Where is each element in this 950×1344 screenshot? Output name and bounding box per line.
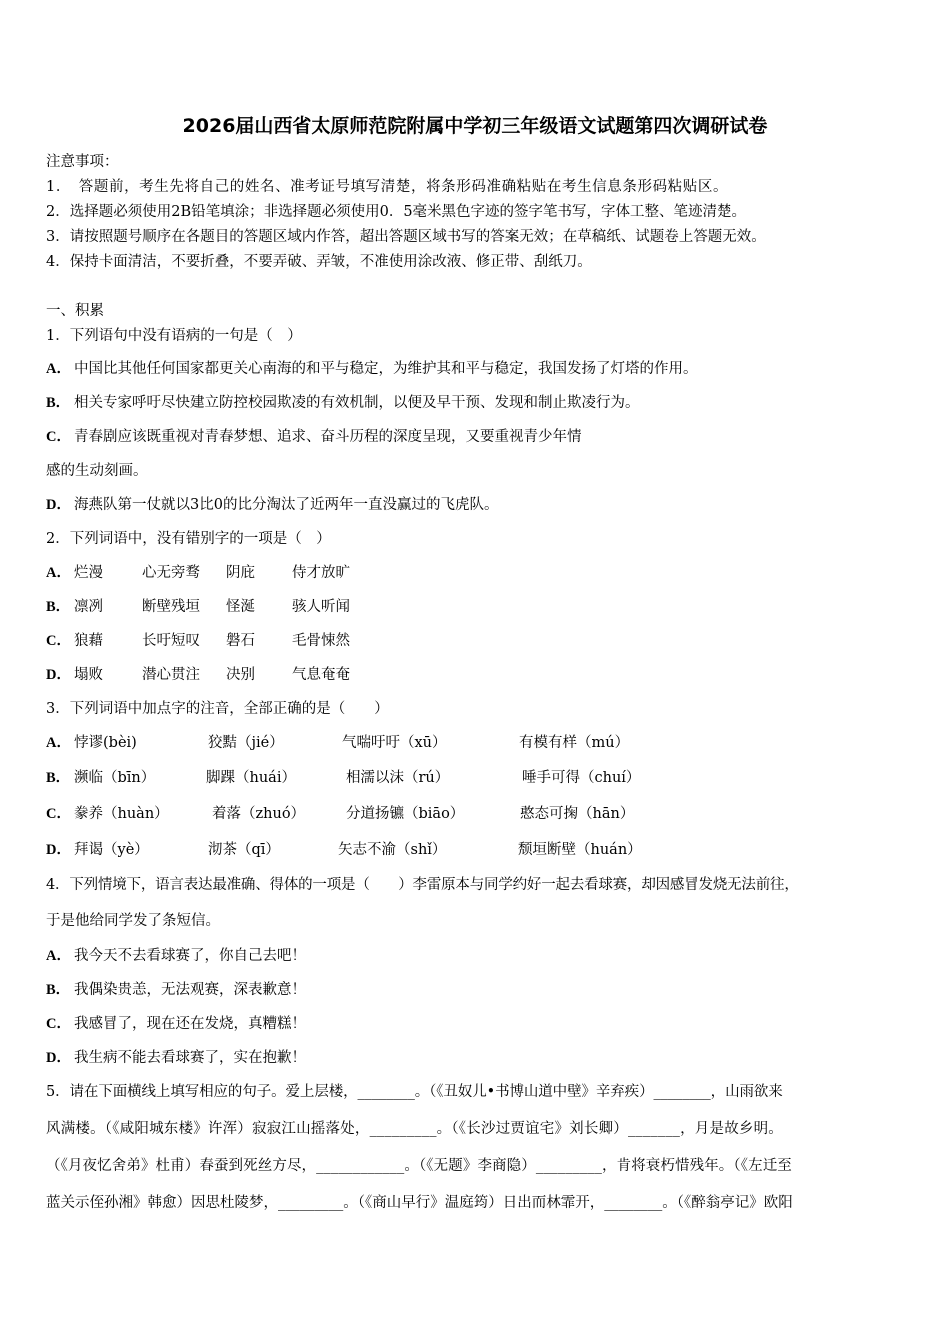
notice-item: 2．选择题必须使用2B铅笔填涂；非选择题必须使用0．5毫米黑色字迹的签字笔书写，字体工整、笔迹清楚。 (46, 204, 747, 220)
option-word: 狡黠（jié） (208, 735, 284, 751)
question-5-line: 风满楼。（《咸阳城东楼》许浑）寂寂江山摇落处，_________。（《长沙过贾谊宅》刘长卿）_______，月是故乡明。 (46, 1121, 783, 1137)
option-word: 磐石 (226, 633, 255, 649)
option-text: 中国比其他任何国家都更关心南海的和平与稳定，为维护其和平与稳定，我国发扬了灯塔的作用。 (74, 361, 698, 377)
question-4-stem: 4．下列情境下，语言表达最准确、得体的一项是（ ）李雷原本与同学约好一起去看球赛，却因感冒发烧无法前往， (46, 877, 799, 893)
question-1-stem: 1．下列语句中没有语病的一句是（ ） (46, 328, 302, 344)
option-text: 我今天不去看球赛了，你自己去吧！ (74, 948, 306, 964)
option-word: 骇人听闻 (292, 599, 350, 615)
notice-item: 1． 答题前，考生先将自己的姓名、准考证号填写清楚，将条形码准确粘贴在考生信息条形码粘贴区。 (46, 179, 729, 195)
option-text: 我感冒了，现在还在发烧，真糟糕！ (74, 1016, 306, 1032)
option-word: 悖谬(bèi) (74, 735, 137, 751)
option-label: C． (46, 429, 71, 445)
q1-option-b (46, 393, 640, 413)
q3-option-d (46, 840, 642, 860)
option-text: 青春剧应该既重视对青春梦想、追求、奋斗历程的深度呈现，又要重视青少年情 (74, 429, 582, 445)
option-word: 矢志不渝（shǐ） (338, 842, 447, 858)
option-text: 相关专家呼吁尽快建立防控校园欺凌的有效机制，以便及早干预、发现和制止欺凌行为。 (74, 395, 640, 411)
option-word: 唾手可得（chuí） (522, 770, 641, 786)
option-word: 气喘吁吁（xū） (342, 735, 447, 751)
option-label: D． (46, 497, 71, 513)
q4-option-c (46, 1014, 306, 1034)
q3-option-b (46, 768, 641, 788)
question-4-stem-continued: 于是他给同学发了条短信。 (46, 913, 220, 929)
option-label: D． (46, 667, 71, 683)
notice-heading: 注意事项： (46, 154, 119, 170)
option-label: B． (46, 395, 71, 411)
q2-option-d (46, 665, 350, 685)
option-label: C． (46, 1016, 71, 1032)
option-label: D． (46, 842, 71, 858)
question-5-line: 5．请在下面横线上填写相应的句子。爱上层楼，________。（《丑奴儿•书博山道中壁》辛弃疾）________，山雨欲来 (46, 1084, 783, 1100)
q1-option-a (46, 359, 698, 379)
option-label: A． (46, 361, 71, 377)
option-word: 断壁残垣 (142, 599, 200, 615)
q4-option-a (46, 946, 306, 966)
option-word: 心无旁骛 (142, 565, 200, 581)
option-label: C． (46, 633, 71, 649)
option-label: B． (46, 770, 71, 786)
option-word: 相濡以沫（rú） (346, 770, 450, 786)
q4-option-d (46, 1048, 306, 1068)
option-label: A． (46, 735, 71, 751)
option-word: 塌败 (74, 667, 103, 683)
option-label: B． (46, 982, 71, 998)
option-label: D． (46, 1050, 71, 1066)
notice-item: 3．请按照题号顺序在各题目的答题区域内作答，超出答题区域书写的答案无效；在草稿纸、试题卷上答题无效。 (46, 229, 766, 245)
option-word: 阴庇 (226, 565, 255, 581)
option-word: 烂漫 (74, 565, 103, 581)
option-word: 长吁短叹 (142, 633, 200, 649)
question-5-line: 蓝关示侄孙湘》韩愈）因思杜陵梦，_________。（《商山早行》温庭筠）日出而林霏开，________。（《醉翁亭记》欧阳 (46, 1195, 793, 1211)
q2-option-c (46, 631, 350, 651)
option-label: A． (46, 565, 71, 581)
option-text: 我生病不能去看球赛了，实在抱歉！ (74, 1050, 306, 1066)
page-title: 2026届山西省太原师范院附属中学初三年级语文试题第四次调研试卷 (182, 115, 768, 137)
q1-option-d (46, 495, 498, 515)
section-heading: 一、积累 (46, 303, 104, 319)
option-word: 决别 (226, 667, 255, 683)
option-word: 有模有样（mú） (519, 735, 630, 751)
q3-option-c (46, 804, 635, 824)
option-word: 着落（zhuó） (212, 806, 306, 822)
option-word: 颓垣断壁（huán） (518, 842, 642, 858)
option-label: A． (46, 948, 71, 964)
option-label: C． (46, 806, 71, 822)
q1-option-c-continued: 感的生动刻画。 (46, 463, 148, 479)
question-3-stem: 3．下列词语中加点字的注音，全部正确的是（ ） (46, 701, 389, 717)
notice-item: 4．保持卡面清洁，不要折叠，不要弄破、弄皱，不准使用涂改液、修正带、刮纸刀。 (46, 254, 592, 270)
q3-option-a (46, 733, 630, 753)
option-text: 海燕队第一仗就以3比0的比分淘汰了近两年一直没赢过的飞虎队。 (74, 497, 499, 513)
q1-option-c (46, 427, 582, 447)
option-word: 潜心贯注 (142, 667, 200, 683)
option-text: 我偶染贵恙，无法观赛，深表歉意！ (74, 982, 306, 998)
q2-option-b (46, 597, 350, 617)
option-word: 豢养（huàn） (74, 806, 169, 822)
q4-option-b (46, 980, 306, 1000)
option-word: 拜谒（yè） (74, 842, 149, 858)
option-word: 毛骨悚然 (292, 633, 350, 649)
option-word: 沏茶（qī） (208, 842, 280, 858)
option-word: 狼藉 (74, 633, 103, 649)
option-word: 濒临（bīn） (74, 770, 156, 786)
question-5-line: （《月夜忆舍弟》杜甫）春蚕到死丝方尽，____________。（《无题》李商隐）_________，肯将衰朽惜残年。（《左迁至 (46, 1158, 792, 1174)
option-word: 凛冽 (74, 599, 103, 615)
option-word: 分道扬镳（biāo） (346, 806, 465, 822)
option-word: 侍才放旷 (292, 565, 350, 581)
option-word: 憨态可掬（hān） (520, 806, 635, 822)
q2-option-a (46, 563, 350, 583)
option-word: 气息奄奄 (292, 667, 350, 683)
question-2-stem: 2．下列词语中，没有错别字的一项是（ ） (46, 531, 331, 547)
option-word: 脚踝（huái） (206, 770, 296, 786)
option-word: 怪涎 (226, 599, 255, 615)
option-label: B． (46, 599, 71, 615)
